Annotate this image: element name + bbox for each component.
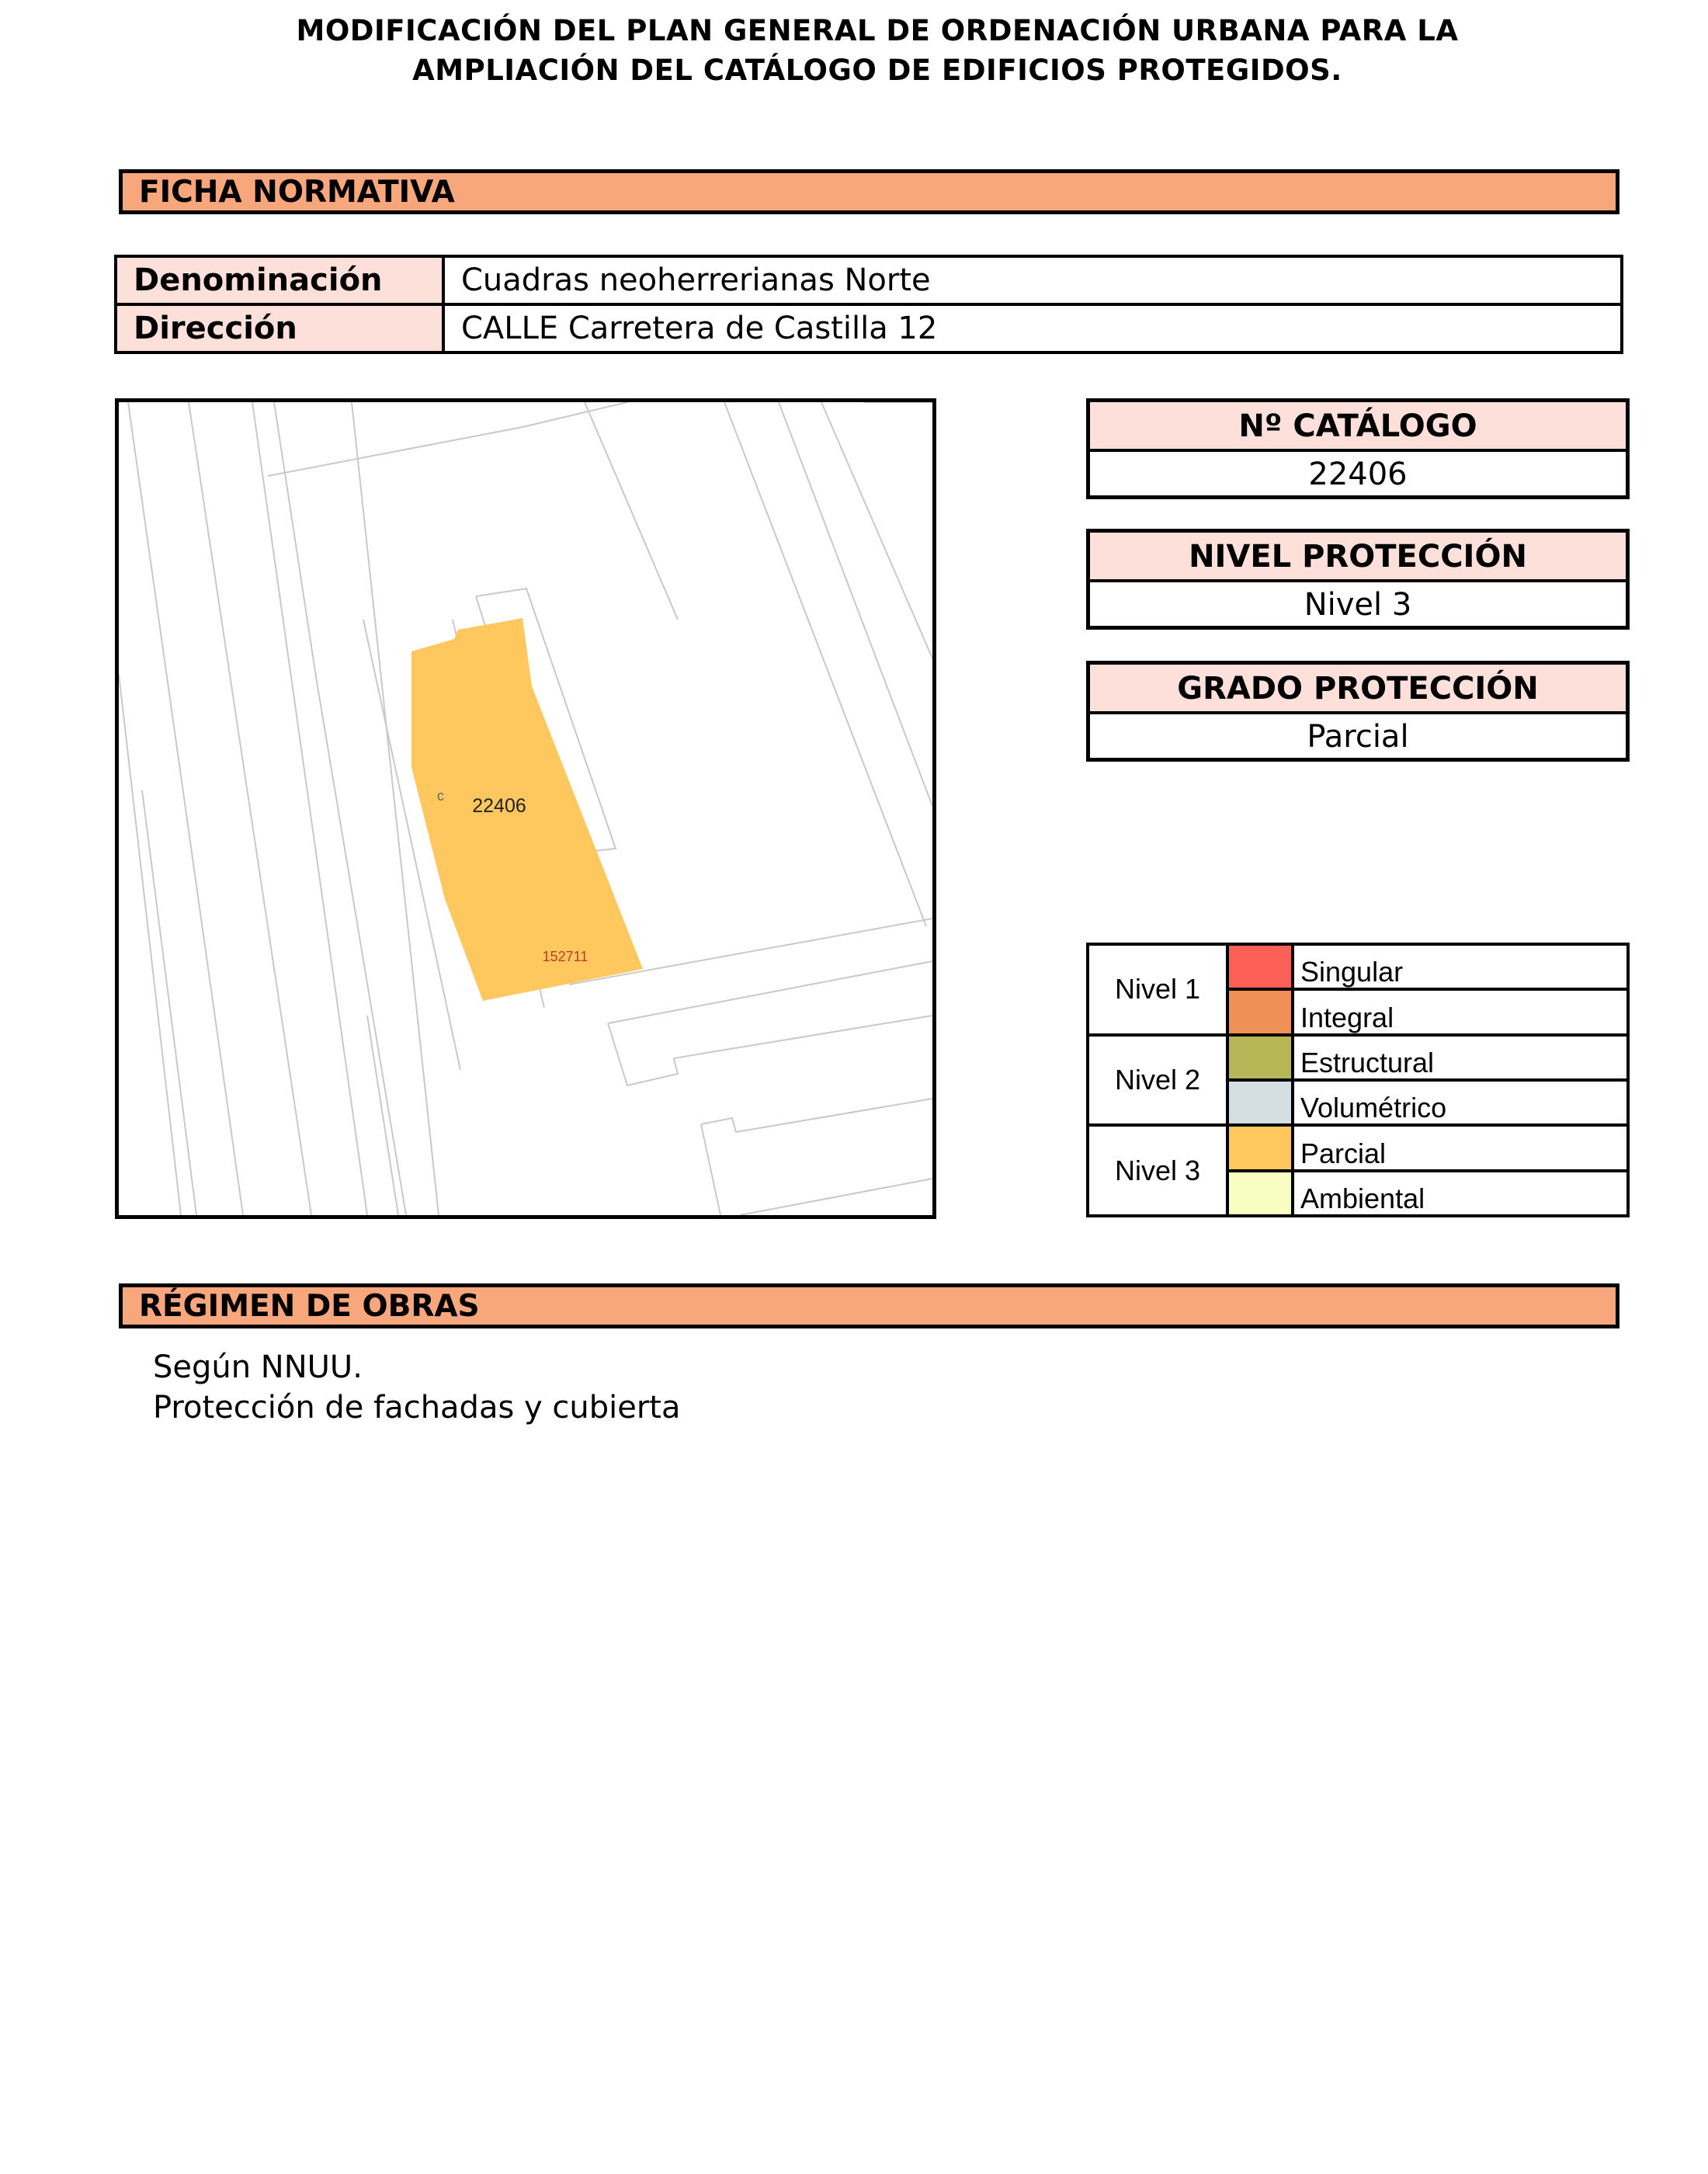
direccion-row bbox=[116, 304, 1622, 352]
legend-row bbox=[1088, 1125, 1628, 1170]
document-title bbox=[116, 11, 1638, 90]
street-label-fragment: c bbox=[437, 788, 444, 804]
location-map bbox=[115, 398, 936, 1219]
title-line-2: AMPLIACIÓN DEL CATÁLOGO DE EDIFICIOS PROTEGIDOS. bbox=[412, 54, 1342, 87]
protection-level-box bbox=[1086, 529, 1630, 630]
legend-item-name: Volumétrico bbox=[1293, 1080, 1628, 1125]
legend-level-name: Nivel 2 bbox=[1088, 1035, 1227, 1126]
legend-level-name: Nivel 1 bbox=[1088, 944, 1227, 1035]
direccion-value: CALLE Carretera de Castilla 12 bbox=[443, 304, 1622, 352]
denominacion-value: Cuadras neoherrerianas Norte bbox=[443, 256, 1622, 304]
title-line-1: MODIFICACIÓN DEL PLAN GENERAL DE ORDENACIÓN URBANA PARA LA bbox=[296, 14, 1459, 47]
legend-item-name: Integral bbox=[1293, 989, 1628, 1034]
direccion-label: Dirección bbox=[116, 304, 443, 352]
legend-swatch bbox=[1227, 1035, 1293, 1080]
legend-swatch bbox=[1227, 1171, 1293, 1216]
catalog-number-label: Nº CATÁLOGO bbox=[1090, 402, 1626, 452]
protection-grade-box bbox=[1086, 661, 1630, 762]
protection-legend bbox=[1086, 943, 1630, 1217]
protection-level-value: Nivel 3 bbox=[1304, 587, 1412, 623]
legend-item-name: Ambiental bbox=[1293, 1171, 1628, 1216]
obras-line-1: Según NNUU. bbox=[153, 1349, 363, 1385]
catalog-number-value: 22406 bbox=[1308, 457, 1408, 492]
legend-swatch bbox=[1227, 989, 1293, 1034]
legend-row bbox=[1088, 944, 1628, 989]
building-catalog-label: 22406 bbox=[472, 795, 526, 817]
parcel-id-label: 152711 bbox=[542, 949, 588, 964]
legend-item-name: Parcial bbox=[1293, 1125, 1628, 1170]
regimen-obras-text bbox=[153, 1347, 681, 1428]
legend-swatch bbox=[1227, 944, 1293, 989]
regimen-obras-header: RÉGIMEN DE OBRAS bbox=[119, 1283, 1619, 1328]
denominacion-row bbox=[116, 256, 1622, 304]
protected-building-footprint bbox=[411, 618, 643, 1001]
catalog-number-box bbox=[1086, 398, 1630, 499]
protection-grade-label: GRADO PROTECCIÓN bbox=[1090, 665, 1626, 714]
obras-line-2: Protección de fachadas y cubierta bbox=[153, 1390, 681, 1426]
ficha-normativa-header: FICHA NORMATIVA bbox=[119, 169, 1619, 214]
legend-item-name: Singular bbox=[1293, 944, 1628, 989]
legend-swatch bbox=[1227, 1080, 1293, 1125]
legend-row bbox=[1088, 1035, 1628, 1080]
legend-swatch bbox=[1227, 1125, 1293, 1170]
map-drawing bbox=[119, 402, 932, 1215]
denominacion-label: Denominación bbox=[116, 256, 443, 304]
legend-level-name: Nivel 3 bbox=[1088, 1125, 1227, 1216]
identification-table bbox=[114, 255, 1623, 354]
legend-item-name: Estructural bbox=[1293, 1035, 1628, 1080]
protection-grade-value: Parcial bbox=[1307, 719, 1409, 755]
protection-level-label: NIVEL PROTECCIÓN bbox=[1090, 533, 1626, 582]
